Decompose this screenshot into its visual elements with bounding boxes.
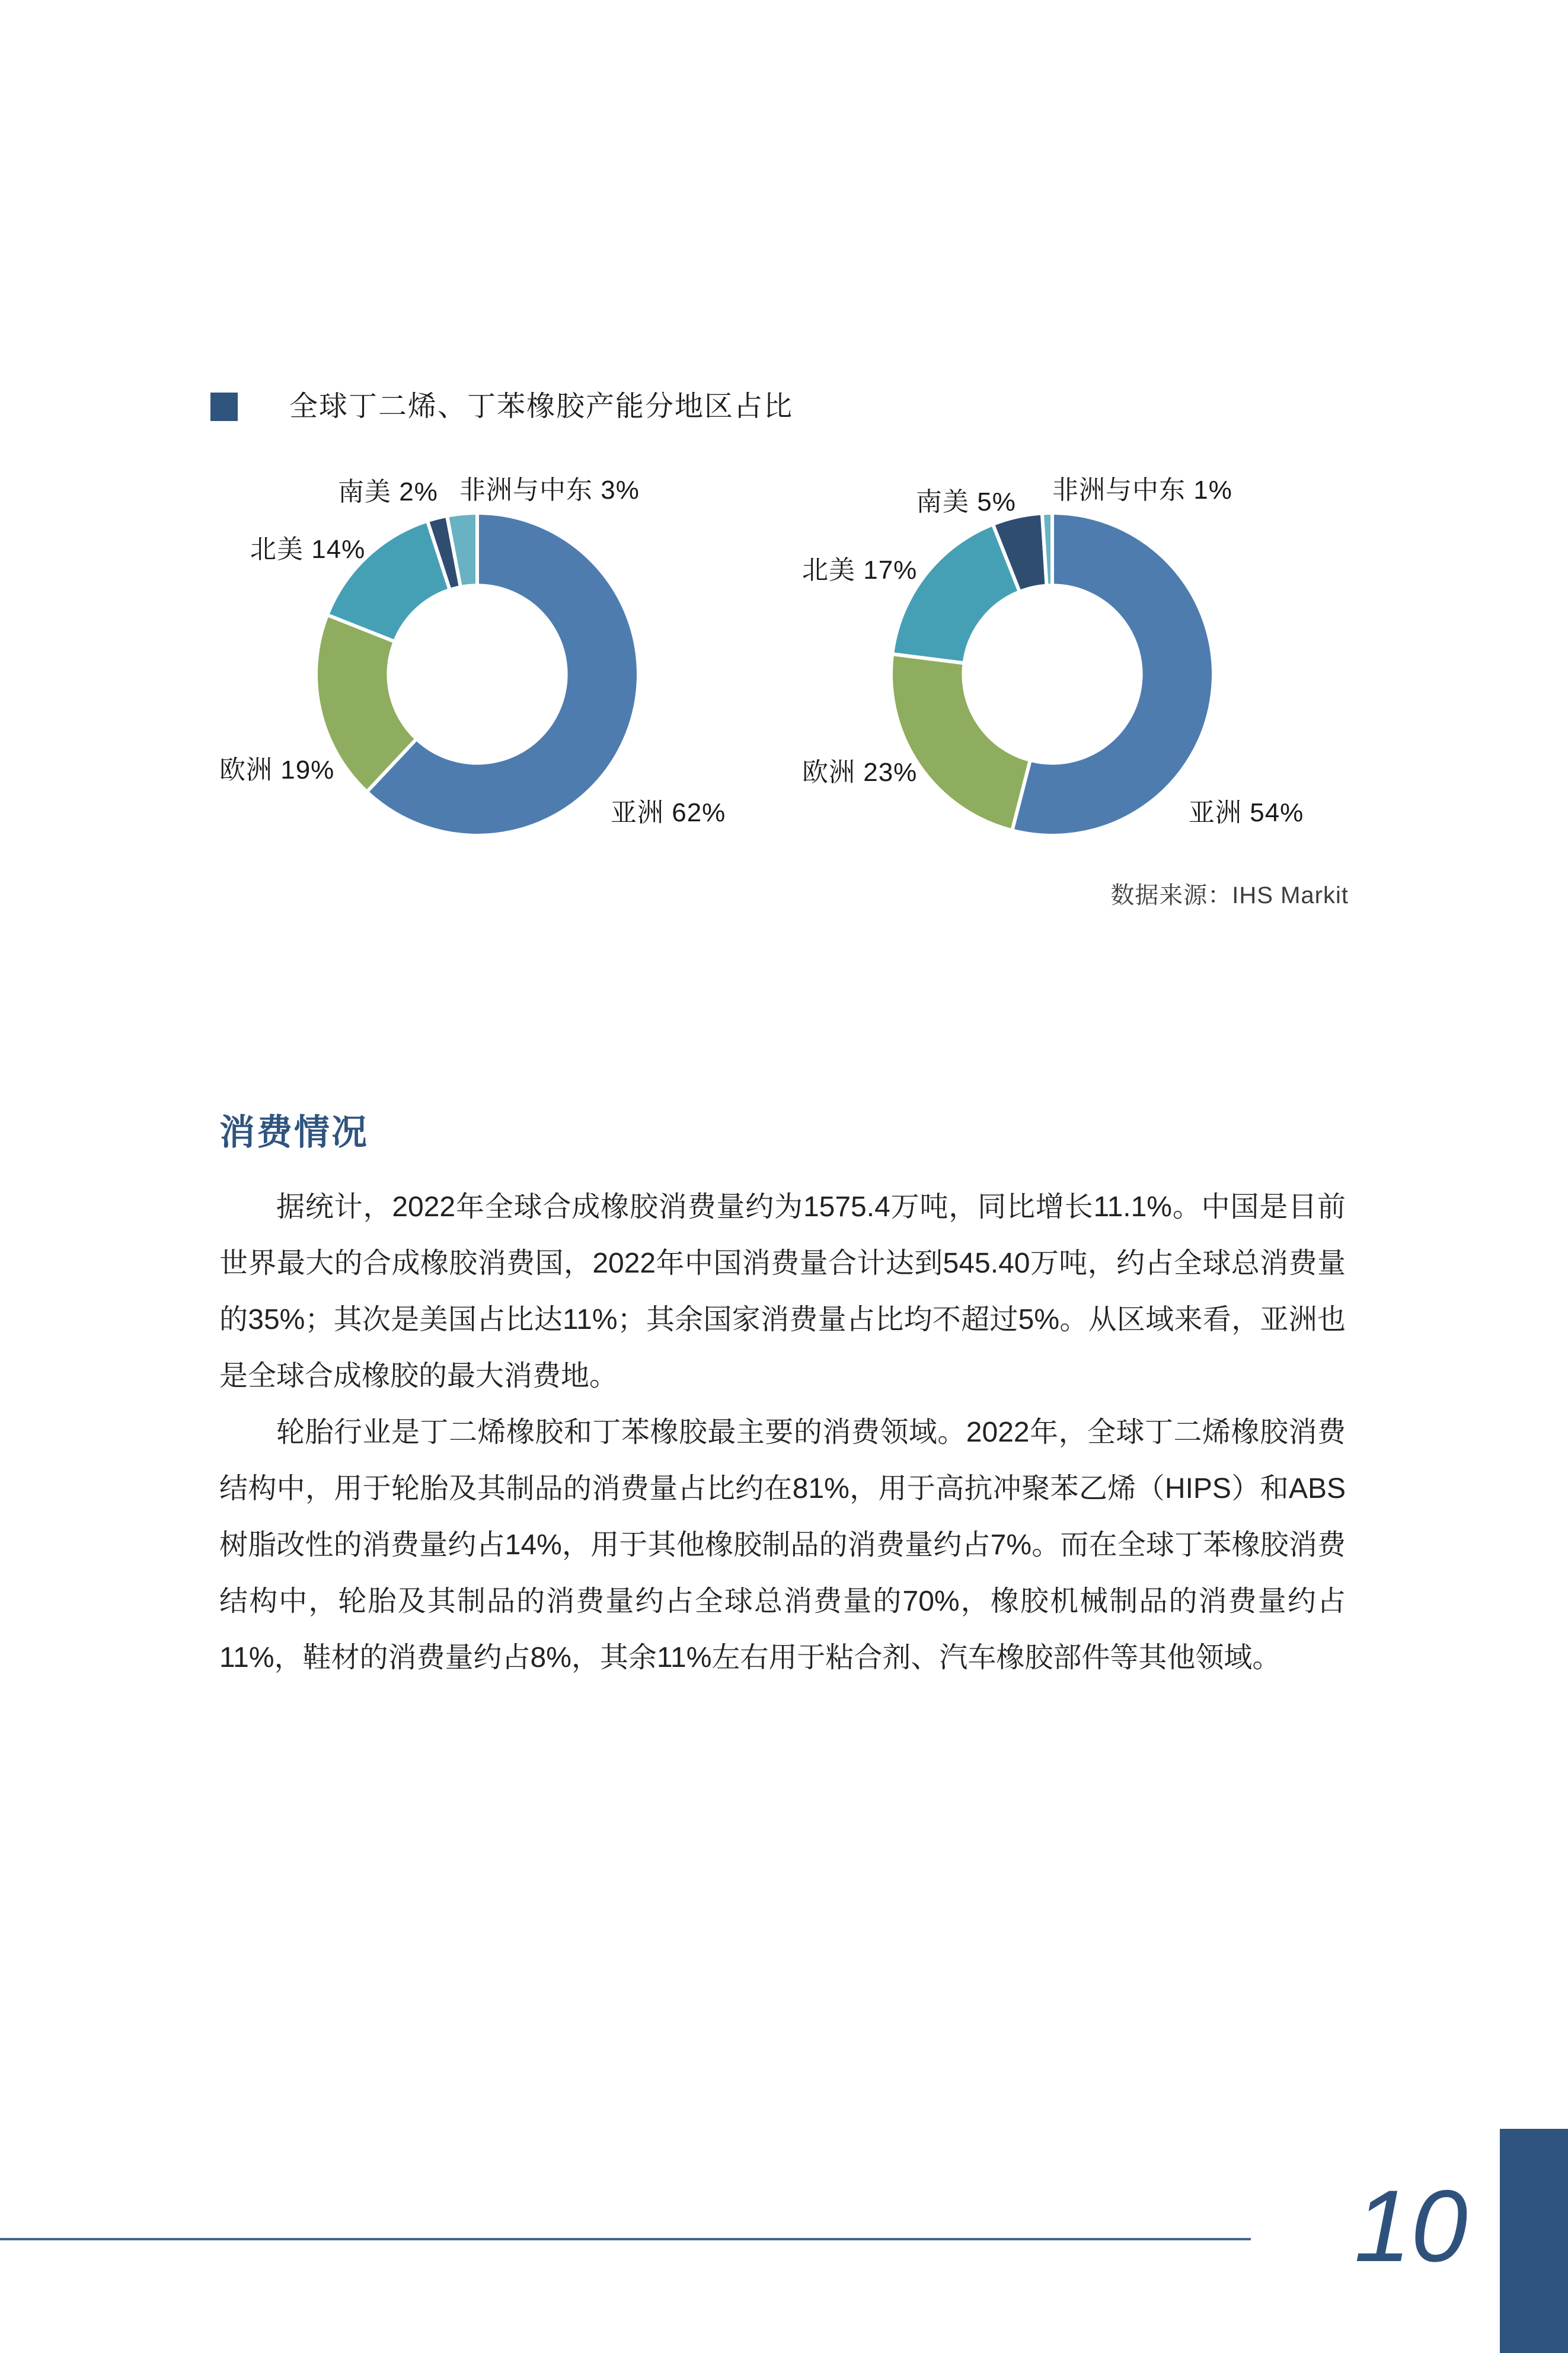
section-heading: 消费情况: [219, 1112, 369, 1152]
side-accent-bar: [1500, 2129, 1568, 2353]
donut-label-europe: 欧洲 19%: [219, 755, 335, 785]
donut-label-asia: 亚洲 54%: [1189, 798, 1304, 827]
donut-slice: [891, 654, 1030, 831]
paragraph: 据统计，2022年全球合成橡胶消费量约为1575.4万吨，同比增长11.1%。中国是目前世界最大的合成橡胶消费国，2022年中国消费量合计达到545.40万吨，约占全球总消费量的35%；其次是美国占比达11%；其余国家消费量占比均不超过5%。从区域来看，亚洲也是全球合成橡胶的最大消费地。: [219, 1191, 1346, 1392]
donut-label-north-america: 北美 14%: [250, 535, 366, 564]
donut-label-south-america: 南美 2%: [338, 477, 438, 506]
footer-rule: [0, 2238, 1251, 2240]
donut-label-europe: 欧洲 23%: [802, 758, 918, 787]
figure-bullet-square: [210, 393, 238, 421]
donut-label-asia: 亚洲 62%: [611, 798, 726, 827]
paragraph: 轮胎行业是丁二烯橡胶和丁苯橡胶最主要的消费领域。2022年，全球丁二烯橡胶消费结构中，用于轮胎及其制品的消费量占比约在81%，用于高抗冲聚苯乙烯（HIPS）和ABS树脂改性的消费量约占14%，用于其他橡胶制品的消费量约占7%。而在全球丁苯橡胶消费结构中，轮胎及其制品的消费量约占全球总消费量的70%，橡胶机械制品的消费量约占11%，鞋材的消费量约占8%，其余11%左右用于粘合剂、汽车橡胶部件等其他领域。: [219, 1417, 1346, 1673]
page-number: 10: [1354, 2169, 1468, 2283]
donut-label-africa-mideast: 非洲与中东 1%: [1052, 476, 1232, 505]
donut-label-south-america: 南美 5%: [916, 487, 1016, 516]
figure-title: 全球丁二烯、丁苯橡胶产能分地区占比: [289, 391, 794, 422]
section-body: [219, 1179, 1346, 1686]
donut-label-africa-mideast: 非洲与中东 3%: [459, 476, 640, 505]
donut-label-north-america: 北美 17%: [802, 556, 918, 585]
figure-data-source: 数据来源：IHS Markit: [1110, 882, 1349, 908]
